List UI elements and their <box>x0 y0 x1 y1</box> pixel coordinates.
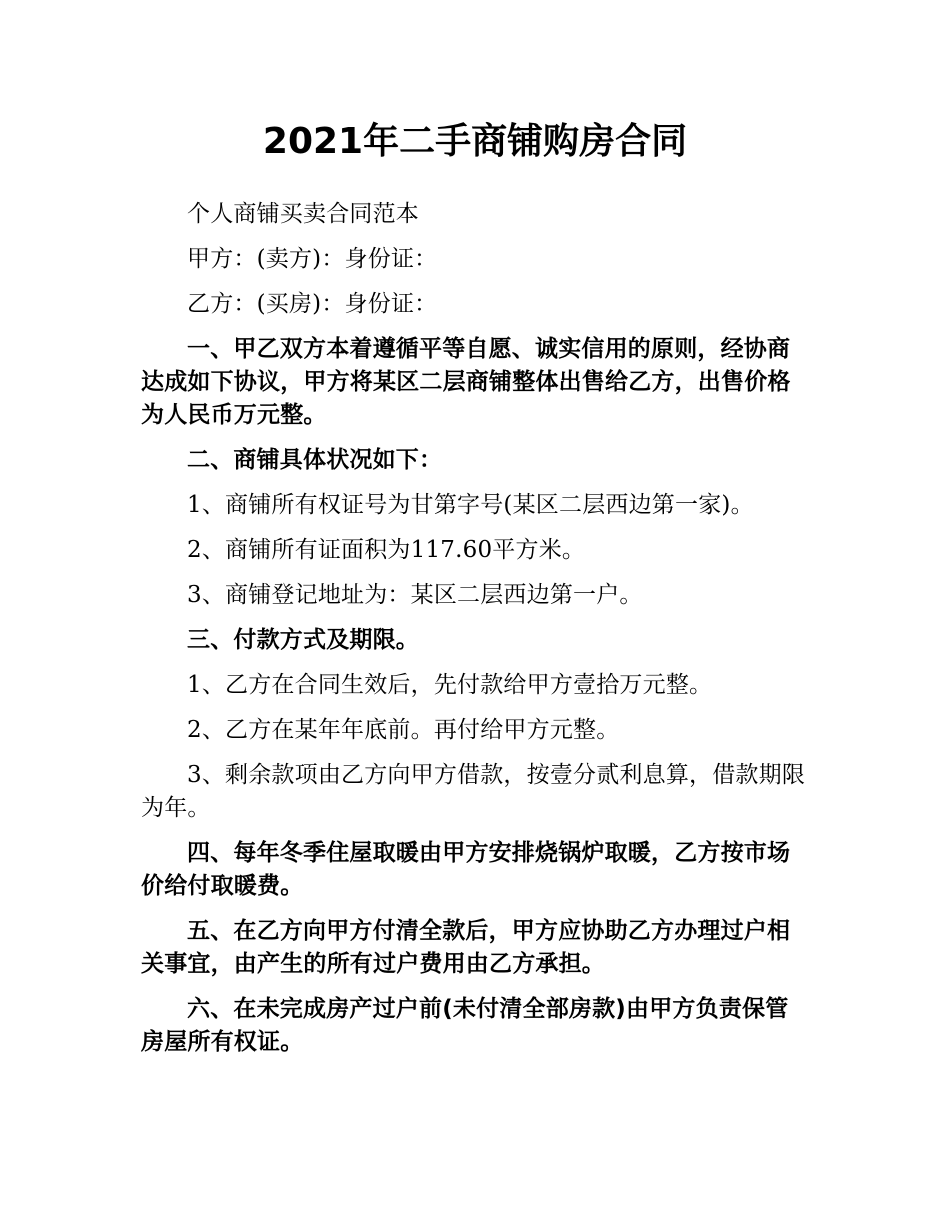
document-title: 2021年二手商铺购房合同 <box>262 121 688 162</box>
paragraph-clause-2-item-2: 2、商铺所有证面积为117.60平方米。 <box>187 537 586 563</box>
paragraph-party-a: 甲方：(卖方)：身份证： <box>187 246 438 272</box>
paragraph-clause-4: 四、每年冬季住屋取暖由甲方安排烧锅炉取暖，乙方按市场价给付取暖费。 <box>141 840 791 899</box>
paragraph-clause-3-item-2: 2、乙方在某年年底前。再付给甲方元整。 <box>187 717 620 743</box>
paragraph-clause-3-heading: 三、付款方式及期限。 <box>187 627 419 653</box>
paragraph-clause-3-item-3: 3、剩余款项由乙方向甲方借款，按壹分贰利息算，借款期限为年。 <box>141 762 806 821</box>
paragraph-clause-5: 五、在乙方向甲方付清全款后，甲方应协助乙方办理过户相关事宜，由产生的所有过户费用由乙方承担。 <box>141 918 791 977</box>
paragraph-clause-2-item-3: 3、商铺登记地址为：某区二层西边第一户。 <box>187 582 643 608</box>
paragraph-clause-6: 六、在未完成房产过户前(未付清全部房款)由甲方负责保管房屋所有权证。 <box>141 996 789 1055</box>
paragraph-party-b: 乙方：(买房)：身份证： <box>187 291 438 317</box>
paragraph-subtitle: 个人商铺买卖合同范本 <box>187 201 419 227</box>
paragraph-clause-1: 一、甲乙双方本着遵循平等自愿、诚实信用的原则，经协商达成如下协议，甲方将某区二层商铺整体出售给乙方，出售价格为人民币万元整。 <box>141 336 791 428</box>
document-body <box>141 198 811 1071</box>
paragraph-clause-2-heading: 二、商铺具体状况如下： <box>187 447 443 473</box>
paragraph-clause-2-item-1: 1、商铺所有权证号为甘第字号(某区二层西边第一家)。 <box>187 492 754 518</box>
paragraph-clause-3-item-1: 1、乙方在合同生效后，先付款给甲方壹拾万元整。 <box>187 672 713 698</box>
